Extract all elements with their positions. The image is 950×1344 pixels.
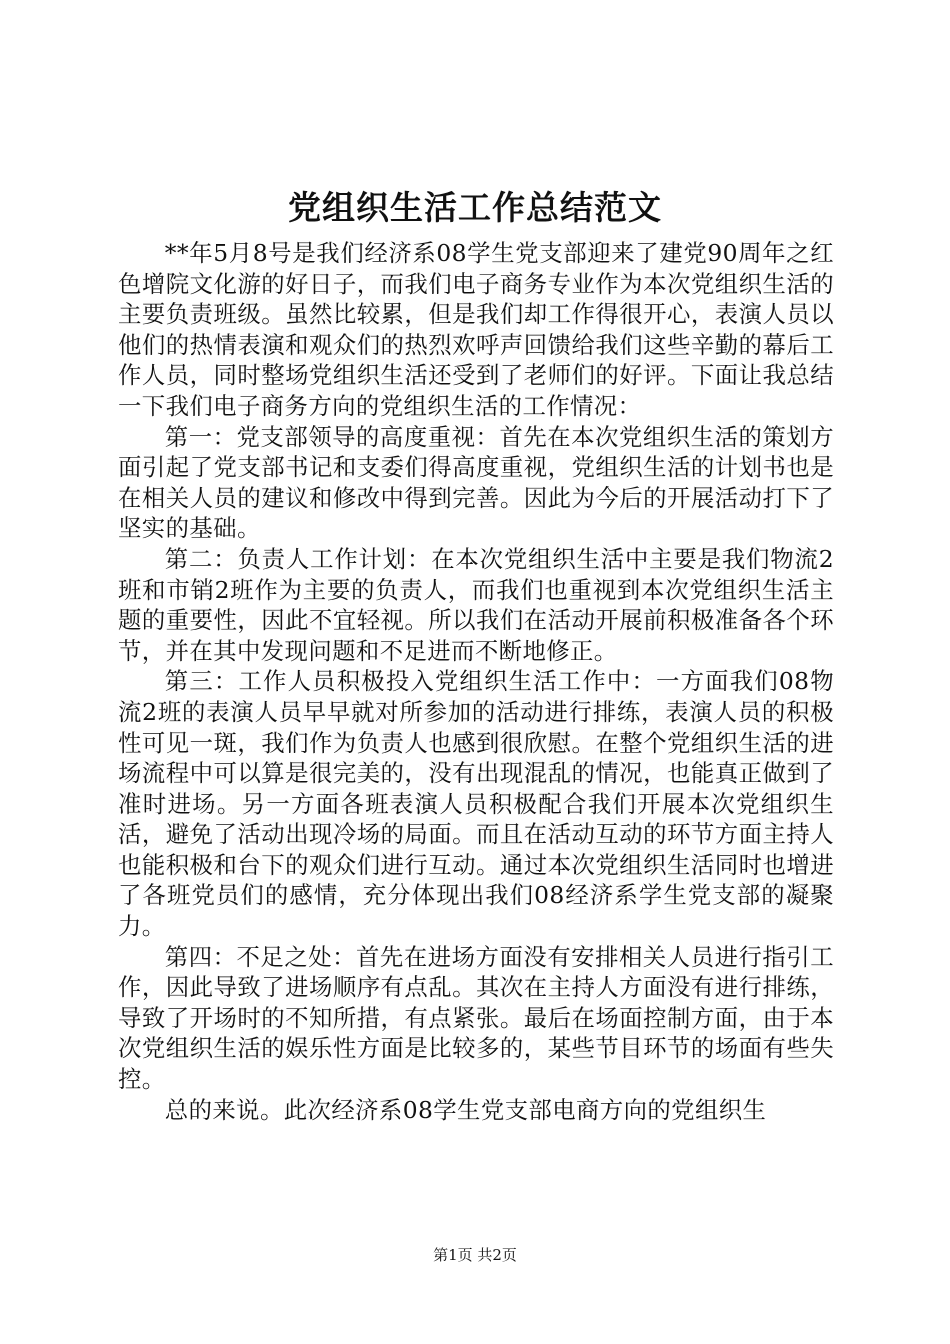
paragraph-point-1: 第一：党支部领导的高度重视：首先在本次党组织生活的策划方面引起了党支部书记和支委们得高度重视，党组织生活的计划书也是在相关人员的建议和修改中得到完善。因此为今后的开展活动打下了坚实的基础。: [118, 422, 834, 543]
page-footer: 第1页 共2页: [433, 1246, 517, 1264]
document-title: 党组织生活工作总结范文: [288, 188, 662, 227]
paragraph-intro: **年5月8号是我们经济系08学生党支部迎来了建党90周年之红色增院文化游的好日子，而我们电子商务专业作为本次党组织生活的主要负责班级。虽然比较累，但是我们却工作得很开心，表演人员以他们的热情表演和观众们的热烈欢呼声回馈给我们这些辛勤的幕后工作人员，同时整场党组织生活还受到了老师们的好评。下面让我总结一下我们电子商务方向的党组织生活的工作情况：: [118, 239, 834, 420]
paragraph-point-2: 第二：负责人工作计划：在本次党组织生活中主要是我们物流2班和市销2班作为主要的负责人，而我们也重视到本次党组织生活主题的重要性，因此不宜轻视。所以我们在活动开展前积极准备各个环节，并在其中发现问题和不足进而不断地修正。: [118, 544, 834, 665]
document-body: [118, 238, 834, 1125]
paragraph-point-3: 第三：工作人员积极投入党组织生活工作中：一方面我们08物流2班的表演人员早早就对所参加的活动进行排练，表演人员的积极性可见一斑，我们作为负责人也感到很欣慰。在整个党组织生活的进场流程中可以算是很完美的，没有出现混乱的情况，也能真正做到了准时进场。另一方面各班表演人员积极配合我们开展本次党组织生活，避免了活动出现冷场的局面。而且在活动互动的环节方面主持人也能积极和台下的观众们进行互动。通过本次党组织生活同时也增进了各班党员们的感情，充分体现出我们08经济系学生党支部的凝聚力。: [118, 667, 834, 941]
paragraph-point-4: 第四：不足之处：首先在进场方面没有安排相关人员进行指引工作，因此导致了进场顺序有点乱。其次在主持人方面没有进行排练，导致了开场时的不知所措，有点紧张。最后在场面控制方面，由于本次党组织生活的娱乐性方面是比较多的，某些节目环节的场面有些失控。: [118, 942, 834, 1094]
paragraph-summary: 总的来说。此次经济系08学生党支部电商方向的党组织生: [164, 1095, 767, 1124]
